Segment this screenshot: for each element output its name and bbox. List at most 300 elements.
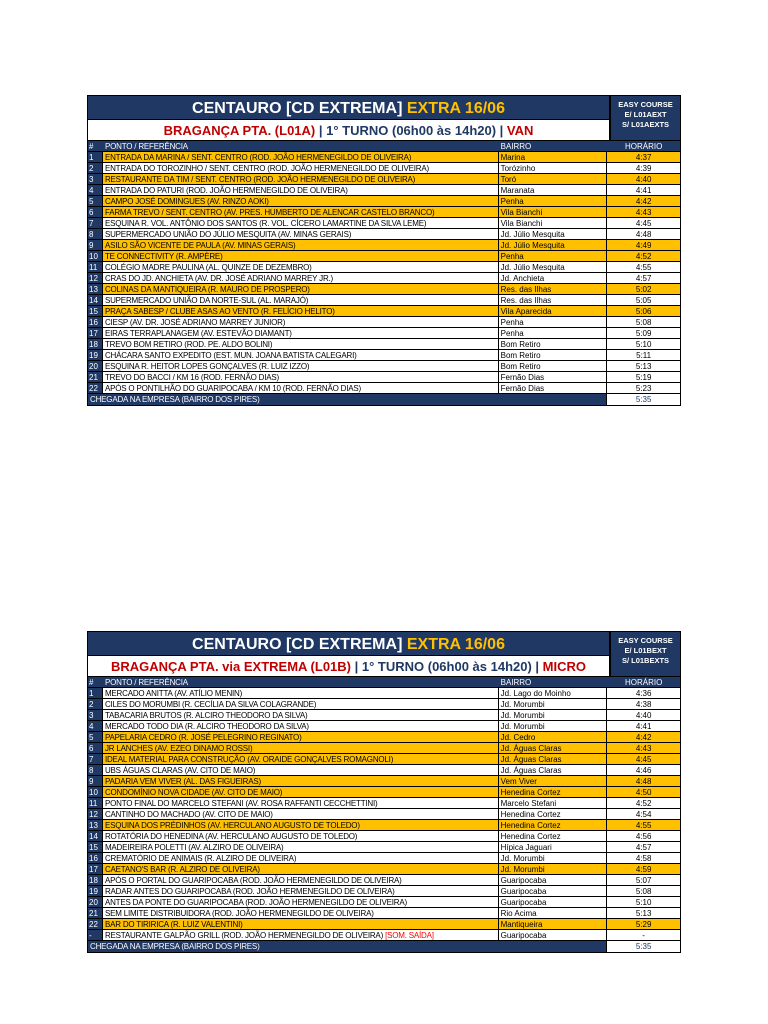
col-number: # (88, 677, 103, 687)
stop-reference (103, 163, 499, 173)
stop-reference-text: SUPERMERCADO UNIÃO DA NORTE-SUL (AL. MARAJÓ) (104, 296, 309, 305)
stop-neighborhood: Jd. Águas Claras (499, 765, 608, 775)
stop-reference-text: ANTES DA PONTE DO GUARIPOCABA (ROD. JOÃO HERMENEGILDO DE OLIVEIRA) (104, 898, 407, 907)
shift-info: | 1° TURNO (06h00 às 14h20) | (351, 659, 543, 674)
stop-reference (103, 820, 499, 830)
table-row (87, 317, 681, 328)
table-row (87, 831, 681, 842)
stop-number: 3 (88, 710, 103, 720)
col-ponto: PONTO / REFERÊNCIA (103, 677, 499, 687)
stop-neighborhood: Vila Bianchi (499, 218, 608, 228)
stop-reference-text: CIESP (AV. DR. JOSÉ ADRIANO MARREY JUNIOR) (104, 318, 286, 327)
stop-number: 20 (88, 361, 103, 371)
stop-neighborhood: Henedina Cortez (499, 820, 608, 830)
stop-reference (103, 361, 499, 371)
stop-reference (103, 350, 499, 360)
stop-neighborhood: Jd. Anchieta (499, 273, 608, 283)
stop-number: 9 (88, 240, 103, 250)
table-row (87, 919, 681, 930)
table-row (87, 350, 681, 361)
stop-number: 18 (88, 875, 103, 885)
table-row (87, 185, 681, 196)
stop-reference (103, 383, 499, 393)
stop-time: 5:10 (635, 340, 652, 349)
code-line: E/ L01BEXT (624, 646, 667, 655)
stop-neighborhood: Jd. Lago do Moinho (499, 688, 608, 698)
stop-reference-text: ROTATÓRIA DO HENEDINA (AV. HERCULANO AUGUSTO DE TOLEDO) (104, 832, 358, 841)
stop-neighborhood: Bom Retiro (499, 361, 608, 371)
stop-reference (103, 853, 499, 863)
stop-neighborhood: Marina (499, 152, 608, 162)
table-row (87, 820, 681, 831)
stop-neighborhood: Vem Viver (499, 776, 608, 786)
stop-reference (103, 864, 499, 874)
table-row (87, 372, 681, 383)
stop-reference-text: PAPELARIA CEDRO (R. JOSÉ PELEGRINO REGINATO) (104, 733, 302, 742)
stop-reference-text: BAR DO TIRIRICA (R. LUIZ VALENTINI) (104, 920, 243, 929)
stop-time: 4:50 (635, 788, 652, 797)
code-line: S/ L01AEXTS (621, 120, 670, 129)
stop-neighborhood: Henedina Cortez (499, 809, 608, 819)
table-row (87, 688, 681, 699)
stop-time: 4:39 (635, 164, 652, 173)
stop-neighborhood: Guaripocaba (499, 930, 608, 940)
table-row (87, 875, 681, 886)
stop-time: 4:36 (635, 689, 652, 698)
stop-reference-text: CONDOMÍNIO NOVA CIDADE (AV. CITO DE MAIO) (104, 788, 283, 797)
stop-time: 5:05 (635, 296, 652, 305)
shift-info: | 1° TURNO (06h00 às 14h20) | (315, 123, 507, 138)
stop-neighborhood: Guaripocaba (499, 897, 608, 907)
table-row (87, 886, 681, 897)
stop-number: 11 (88, 262, 103, 272)
stop-number: 17 (88, 328, 103, 338)
stop-neighborhood: Vila Aparecida (499, 306, 608, 316)
col-bairro: BAIRRO (499, 677, 608, 687)
stop-reference-text: CANTINHO DO MACHADO (AV. CITO DE MAIO) (104, 810, 273, 819)
column-header-row (87, 141, 681, 152)
stop-time: 5:11 (636, 351, 652, 360)
stop-number: 19 (88, 350, 103, 360)
stop-reference (103, 908, 499, 918)
stop-number: 1 (88, 152, 103, 162)
table-row (87, 273, 681, 284)
table-row (87, 787, 681, 798)
stop-reference (103, 798, 499, 808)
stop-reference-text: COLÉGIO MADRE PAULINA (AL. QUINZE DE DEZEMBRO) (104, 263, 312, 272)
stop-number: 2 (88, 699, 103, 709)
table-row (87, 765, 681, 776)
stop-number: 9 (88, 776, 103, 786)
vehicle-type: VAN (506, 123, 534, 138)
stop-reference (103, 218, 499, 228)
stop-neighborhood: Jd. Morumbi (499, 864, 608, 874)
stop-time: 4:46 (635, 766, 652, 775)
stop-reference (103, 207, 499, 217)
stop-neighborhood: Guaripocaba (499, 875, 608, 885)
stop-reference-text: FARMA TREVO / SENT. CENTRO (AV. PRES. HUMBERTO DE ALENCAR CASTELO BRANCO) (104, 208, 435, 217)
stop-time: 4:41 (635, 186, 652, 195)
stop-reference (103, 251, 499, 261)
table-row (87, 383, 681, 394)
arrival-row (87, 394, 681, 406)
stop-reference (103, 875, 499, 885)
stop-reference-text: ENTRADA DO TOROZINHO / SENT. CENTRO (ROD. JOÃO HERMENEGILDO DE OLIVEIRA) (104, 164, 429, 173)
stop-neighborhood: Fernão Dias (499, 383, 608, 393)
stop-number: 20 (88, 897, 103, 907)
stop-reference-text: ENTRADA DA MARINA / SENT. CENTRO (ROD. JOÃO HERMENEGILDO DE OLIVEIRA) (104, 153, 412, 162)
arrival-row (87, 941, 681, 953)
stop-number: 12 (88, 809, 103, 819)
stop-neighborhood: Jd. Júlio Mesquita (499, 240, 608, 250)
stop-neighborhood: Jd. Morumbi (499, 721, 608, 731)
table-row (87, 853, 681, 864)
table-row (87, 897, 681, 908)
table-row (87, 174, 681, 185)
title-main: CENTAURO [CD EXTREMA] (192, 636, 403, 653)
stop-number: 6 (88, 207, 103, 217)
stop-reference-text: PADARIA VEM VIVER (AL. DAS FIGUEIRAS) (104, 777, 261, 786)
table-title (87, 95, 610, 120)
stop-neighborhood: Henedina Cortez (499, 831, 608, 841)
stop-number: 2 (88, 163, 103, 173)
stop-reference (103, 754, 499, 764)
stop-reference-text: PONTO FINAL DO MARCELO STEFANI (AV. ROSA RAFFANTI CECCHETTINI) (104, 799, 378, 808)
arrival-label: CHEGADA NA EMPRESA (BAIRRO DOS PIRES) (88, 941, 607, 952)
stop-time: 4:43 (635, 208, 652, 217)
stop-number: 18 (88, 339, 103, 349)
stop-neighborhood: Bom Retiro (499, 350, 608, 360)
stop-reference (103, 721, 499, 731)
stop-reference-text: RESTAURANTE DA TIM / SENT. CENTRO (ROD. JOÃO HERMENEGILDO DE OLIVEIRA) (104, 175, 416, 184)
stop-time: 4:42 (635, 733, 652, 742)
stop-reference-text: ASILO SÃO VICENTE DE PAULA (AV. MINAS GERAIS) (104, 241, 296, 250)
table-row (87, 699, 681, 710)
stop-number: 14 (88, 295, 103, 305)
stop-neighborhood: Jd. Morumbi (499, 699, 608, 709)
table-row (87, 754, 681, 765)
stop-time: 4:58 (635, 854, 652, 863)
stop-number: 7 (88, 218, 103, 228)
stop-number: - (88, 930, 103, 940)
stop-time: 5:23 (635, 384, 652, 393)
stop-neighborhood: Maranata (499, 185, 608, 195)
stop-neighborhood: Jd. Águas Claras (499, 754, 608, 764)
stop-time: 4:41 (635, 722, 652, 731)
route-name: BRAGANÇA PTA. via EXTREMA (L01B) (110, 659, 352, 674)
table-row (87, 251, 681, 262)
stop-number: 21 (88, 908, 103, 918)
stop-reference-text: CRAS DO JD. ANCHIETA (AV. DR. JOSÉ ADRIANO MARREY JR.) (104, 274, 334, 283)
stop-number: 19 (88, 886, 103, 896)
stop-neighborhood: Penha (499, 317, 608, 327)
stop-reference-text: TREVO BOM RETIRO (ROD. PE. ALDO BOLINI) (104, 340, 273, 349)
code-line: EASY COURSE (618, 100, 673, 109)
stop-time: 4:52 (635, 252, 652, 261)
stop-neighborhood: Jd. Júlio Mesquita (499, 229, 608, 239)
col-horario: HORÁRIO (624, 142, 663, 151)
stop-number: 15 (88, 842, 103, 852)
stop-reference (103, 273, 499, 283)
stop-reference (103, 284, 499, 294)
stop-reference-text: UBS ÁGUAS CLARAS (AV. CITO DE MAIO) (104, 766, 256, 775)
stop-time: 4:48 (635, 777, 652, 786)
stop-time: 5:08 (635, 887, 652, 896)
stop-reference-text: ESQUINA R. HEITOR LOPES GONÇALVES (R. LUIZ IZZO) (104, 362, 310, 371)
arrival-time: 5:35 (607, 394, 680, 405)
stop-reference-text: COLINAS DA MANTIQUEIRA (R. MAURO DE PROSPERO) (104, 285, 310, 294)
stop-reference-text: RADAR ANTES DO GUARIPOCABA (ROD. JOÃO HERMENEGILDO DE OLIVEIRA) (104, 887, 395, 896)
stop-time: 5:13 (635, 362, 652, 371)
table-row (87, 776, 681, 787)
route-subtitle (87, 120, 610, 141)
stop-number: 22 (88, 383, 103, 393)
stop-number: 4 (88, 721, 103, 731)
stop-reference (103, 831, 499, 841)
stop-time: 4:57 (635, 274, 652, 283)
table-row (87, 842, 681, 853)
stop-reference-text: ESQUINA DOS PRÉDINHOS (AV. HERCULANO AUGUSTO DE TOLEDO) (104, 821, 360, 830)
table-row (87, 864, 681, 875)
stop-time: 4:40 (635, 711, 652, 720)
stop-reference (103, 240, 499, 250)
table-row (87, 710, 681, 721)
stop-reference-text: PRAÇA SABESP / CLUBE ASAS AO VENTO (R. FELÍCIO HELITO) (104, 307, 335, 316)
stop-number: 17 (88, 864, 103, 874)
stop-number: 6 (88, 743, 103, 753)
stop-reference-text: SEM LIMITE DISTRIBUIDORA (ROD. JOÃO HERMENEGILDO DE OLIVEIRA) (104, 909, 374, 918)
table-row (87, 284, 681, 295)
stop-time: 4:57 (635, 843, 652, 852)
stop-number: 8 (88, 765, 103, 775)
stop-time: 5:06 (635, 307, 652, 316)
stop-reference (103, 328, 499, 338)
stop-time: 5:09 (635, 329, 652, 338)
stop-reference (103, 262, 499, 272)
col-bairro: BAIRRO (499, 141, 608, 151)
stop-number: 1 (88, 688, 103, 698)
stop-time: 4:45 (635, 755, 652, 764)
stop-neighborhood: Res. das Ilhas (499, 295, 608, 305)
stop-time: 4:52 (635, 799, 652, 808)
table-row (87, 196, 681, 207)
stop-reference-text: RESTAURANTE GALPÃO GRILL (ROD. JOÃO HERMENEGILDO DE OLIVEIRA) (104, 931, 384, 940)
table-row (87, 229, 681, 240)
stop-number: 11 (88, 798, 103, 808)
stop-reference (103, 688, 499, 698)
stop-time: 4:45 (635, 219, 652, 228)
col-number: # (88, 141, 103, 151)
stop-number: 10 (88, 251, 103, 261)
table-row (87, 207, 681, 218)
stop-number: 13 (88, 284, 103, 294)
stop-number: 16 (88, 853, 103, 863)
table-row (87, 930, 681, 941)
code-line: S/ L01BEXTS (621, 656, 670, 665)
stop-reference-text: CREMATÓRIO DE ANIMAIS (R. ALZIRO DE OLIVEIRA) (104, 854, 297, 863)
stop-neighborhood: Mantiqueira (499, 919, 608, 929)
stop-reference (103, 295, 499, 305)
stop-neighborhood: Rio Acima (499, 908, 608, 918)
stop-neighborhood: Torózinho (499, 163, 608, 173)
stop-reference (103, 699, 499, 709)
easy-course-codes (610, 95, 681, 141)
table-row (87, 721, 681, 732)
stop-reference-text: TABACARIA BRUTOS (R. ALCIRO THEODORO DA SILVA) (104, 711, 308, 720)
stop-reference-text: APÓS O PONTILHÃO DO GUARIPOCABA / KM 10 (ROD. FERNÃO DIAS) (104, 384, 361, 393)
schedule-table-l01b (87, 631, 681, 953)
stop-reference (103, 776, 499, 786)
stop-number: 13 (88, 820, 103, 830)
stop-time: 5:02 (635, 285, 652, 294)
stop-reference (103, 174, 499, 184)
table-row (87, 361, 681, 372)
code-line: EASY COURSE (618, 636, 673, 645)
col-horario: HORÁRIO (624, 678, 663, 687)
stop-time: 4:37 (635, 153, 652, 162)
arrival-label: CHEGADA NA EMPRESA (BAIRRO DOS PIRES) (88, 394, 607, 405)
title-extra: EXTRA 16/06 (406, 100, 505, 117)
stop-reference-text: EIRAS TERRAPLANAGEM (AV. ESTEVÃO DIAMANT) (104, 329, 292, 338)
stop-number: 8 (88, 229, 103, 239)
stop-neighborhood: Penha (499, 328, 608, 338)
table-row (87, 240, 681, 251)
stop-number: 5 (88, 196, 103, 206)
departure-only-note: [SOM. SAÍDA] (385, 931, 434, 940)
stop-reference-text: ENTRADA DO PATURI (ROD. JOÃO HERMENEGILDO DE OLIVEIRA) (104, 186, 348, 195)
table-row (87, 339, 681, 350)
stop-number: 15 (88, 306, 103, 316)
stop-reference (103, 152, 499, 162)
stop-reference (103, 196, 499, 206)
table-row (87, 262, 681, 273)
stop-time: 5:10 (635, 898, 652, 907)
stop-number: 5 (88, 732, 103, 742)
stop-reference (103, 339, 499, 349)
stop-neighborhood: Penha (499, 196, 608, 206)
table-row (87, 328, 681, 339)
easy-course-codes (610, 631, 681, 677)
stop-reference-text: CHÁCARA SANTO EXPEDITO (EST. MUN. JOANA BATISTA CALEGARI) (104, 351, 357, 360)
stop-number: 10 (88, 787, 103, 797)
stop-reference-text: IDEAL MATERIAL PARA CONSTRUÇÃO (AV. ORAIDE GONÇALVES ROMAGNOLI) (104, 755, 394, 764)
stop-neighborhood: Guaripocaba (499, 886, 608, 896)
stop-time: 4:55 (635, 263, 652, 272)
stop-neighborhood: Jd. Cedro (499, 732, 608, 742)
stop-neighborhood: Henedina Cortez (499, 787, 608, 797)
stop-reference-text: JR LANCHES (AV. EZEO DINAMO ROSSI) (104, 744, 253, 753)
schedule-table-l01a (87, 95, 681, 406)
route-name: BRAGANÇA PTA. (L01A) (163, 123, 316, 138)
table-row (87, 218, 681, 229)
stop-time: 4:48 (635, 230, 652, 239)
stop-reference (103, 930, 499, 940)
stop-time: 4:55 (635, 821, 652, 830)
vehicle-type: MICRO (542, 659, 587, 674)
stop-number: 12 (88, 273, 103, 283)
stop-neighborhood: Fernão Dias (499, 372, 608, 382)
stop-reference (103, 306, 499, 316)
stop-reference-text: APÓS O PORTAL DO GUARIPOCABA (ROD. JOÃO HERMENEGILDO DE OLIVEIRA) (104, 876, 402, 885)
stop-neighborhood: Toró (499, 174, 608, 184)
stop-reference (103, 809, 499, 819)
stop-number: 4 (88, 185, 103, 195)
stop-reference-text: TREVO DO BACCI / KM 16 (ROD. FERNÃO DIAS) (104, 373, 279, 382)
arrival-time: 5:35 (607, 941, 680, 952)
stop-time: 4:38 (635, 700, 652, 709)
stop-time: 5:07 (635, 876, 652, 885)
table-row (87, 732, 681, 743)
table-title (87, 631, 610, 656)
table-row (87, 295, 681, 306)
stop-reference (103, 743, 499, 753)
table-row (87, 152, 681, 163)
stop-time: 5:08 (635, 318, 652, 327)
stop-reference (103, 897, 499, 907)
route-subtitle (87, 656, 610, 677)
stop-neighborhood: Jd. Júlio Mesquita (499, 262, 608, 272)
column-header-row (87, 677, 681, 688)
stop-time: 4:49 (635, 241, 652, 250)
stop-reference (103, 317, 499, 327)
stop-number: 14 (88, 831, 103, 841)
title-main: CENTAURO [CD EXTREMA] (192, 100, 403, 117)
stop-neighborhood: Res. das Ilhas (499, 284, 608, 294)
stops-list (87, 677, 681, 953)
stop-number: 21 (88, 372, 103, 382)
table-header (87, 631, 681, 677)
stop-reference (103, 886, 499, 896)
stop-time: 5:19 (635, 373, 652, 382)
stop-reference-text: CAETANO'S BAR (R. ALZIRO DE OLIVEIRA) (104, 865, 260, 874)
stop-reference (103, 732, 499, 742)
stop-time: 4:54 (635, 810, 652, 819)
stop-neighborhood: Jd. Morumbi (499, 710, 608, 720)
stop-neighborhood: Marcelo Stefani (499, 798, 608, 808)
table-header (87, 95, 681, 141)
stop-reference-text: SUPERMERCADO UNIÃO DO JÚLIO MESQUITA (AV. MINAS GERAIS) (104, 230, 352, 239)
stop-reference (103, 185, 499, 195)
stop-number: 16 (88, 317, 103, 327)
stop-time: 4:59 (635, 865, 652, 874)
table-row (87, 306, 681, 317)
stops-list (87, 141, 681, 406)
table-row (87, 163, 681, 174)
stop-time: 4:42 (635, 197, 652, 206)
stop-neighborhood: Jd. Morumbi (499, 853, 608, 863)
stop-reference (103, 372, 499, 382)
title-extra: EXTRA 16/06 (406, 636, 505, 653)
stop-time: 5:29 (635, 920, 652, 929)
stop-reference (103, 765, 499, 775)
stop-time: 4:56 (635, 832, 652, 841)
col-ponto: PONTO / REFERÊNCIA (103, 141, 499, 151)
stop-reference (103, 710, 499, 720)
stop-reference (103, 919, 499, 929)
stop-neighborhood: Jd. Águas Claras (499, 743, 608, 753)
stop-neighborhood: Bom Retiro (499, 339, 608, 349)
table-row (87, 743, 681, 754)
stop-time: 4:40 (635, 175, 652, 184)
stop-reference (103, 229, 499, 239)
stop-number: 22 (88, 919, 103, 929)
stop-neighborhood: Penha (499, 251, 608, 261)
stop-reference-text: TE CONNECTIVITY (R. AMPÈRE) (104, 252, 223, 261)
table-row (87, 809, 681, 820)
stop-reference-text: MADEIREIRA POLETTI (AV. ALZIRO DE OLIVEIRA) (104, 843, 284, 852)
stop-number: 7 (88, 754, 103, 764)
stop-neighborhood: Hípica Jaguari (499, 842, 608, 852)
